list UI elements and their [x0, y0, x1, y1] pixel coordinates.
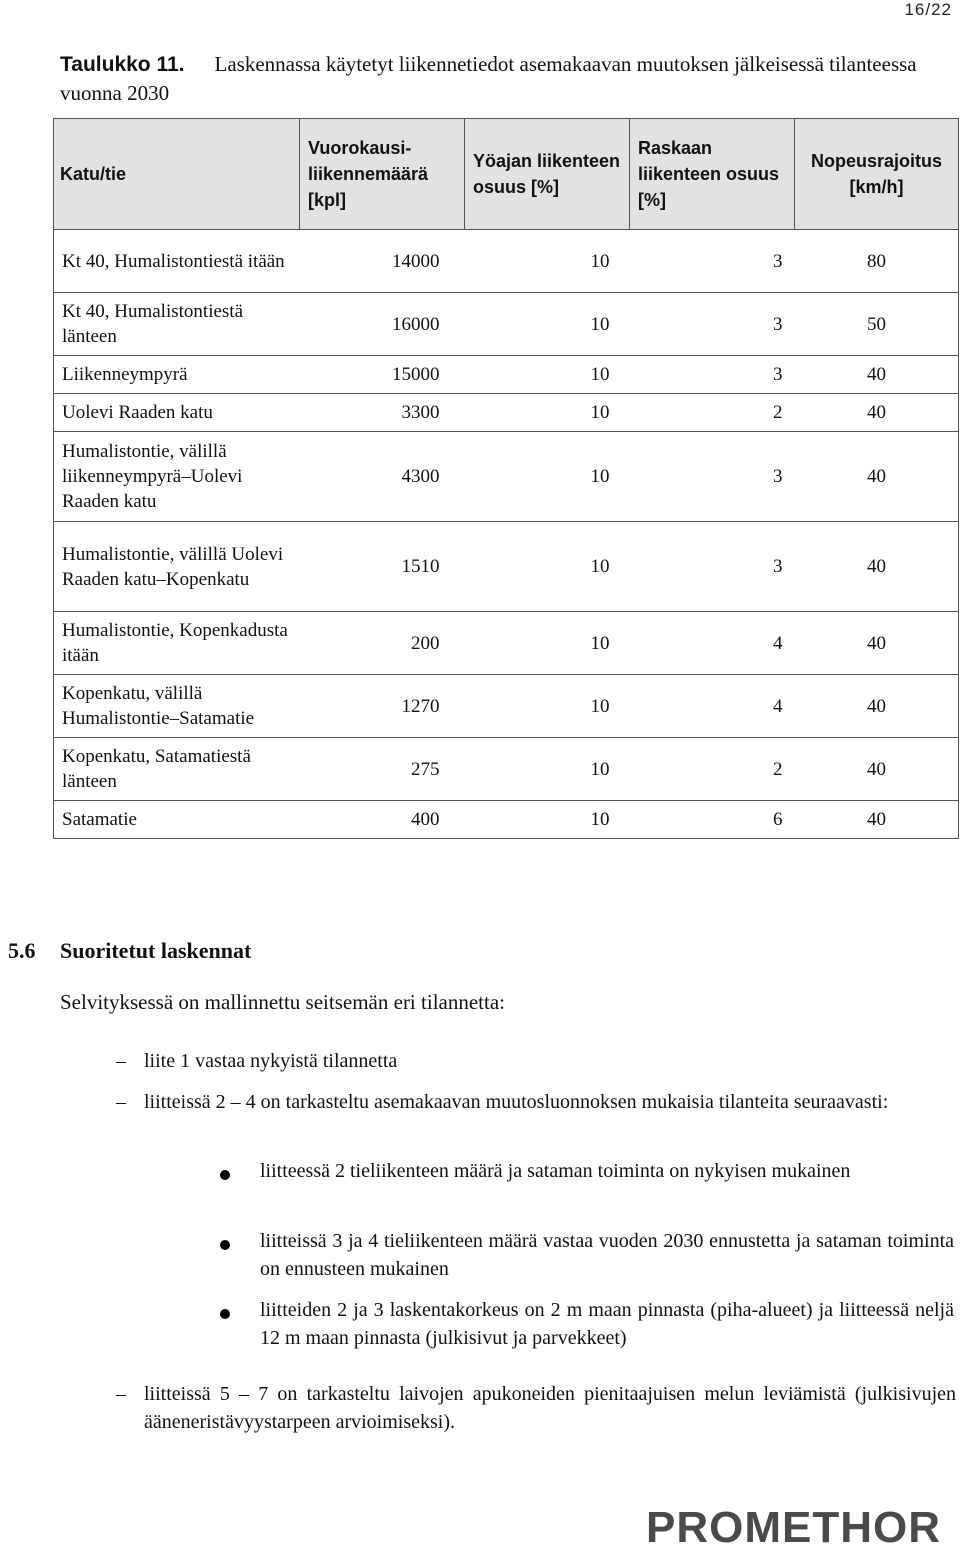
table-body — [54, 230, 959, 839]
traffic-data-table — [53, 118, 959, 839]
cell-street-name: Kopenkatu, välillä Humalistontie–Satamatie — [54, 675, 300, 738]
header-night-share: Yöajan liikenteen osuus [%] — [465, 119, 630, 230]
cell-night-share: 10 — [465, 675, 630, 738]
cell-street-name: Kt 40, Humalistontiestä länteen — [54, 293, 300, 356]
cell-street-name: Humalistontie, Kopenkadusta itään — [54, 612, 300, 675]
cell-speed-limit: 80 — [795, 230, 959, 293]
cell-speed-limit: 40 — [795, 432, 959, 522]
cell-speed-limit: 40 — [795, 356, 959, 394]
table-caption-label: Taulukko 11. — [60, 53, 185, 76]
cell-heavy-share: 3 — [630, 356, 795, 394]
cell-daily-traffic: 1270 — [300, 675, 465, 738]
bullet-item-text: liitteiden 2 ja 3 laskentakorkeus on 2 m maan pinnasta (piha-alueet) ja liitteessä neljä 12 m maan pinnasta (julkisivut ja parvekkeet) — [260, 1299, 954, 1349]
cell-night-share: 10 — [465, 738, 630, 801]
cell-heavy-share: 2 — [630, 738, 795, 801]
table-row — [54, 738, 959, 801]
dash-icon: – — [116, 1050, 126, 1072]
cell-daily-traffic: 15000 — [300, 356, 465, 394]
list-item — [116, 1047, 956, 1075]
table-row — [54, 230, 959, 293]
cell-speed-limit: 40 — [795, 394, 959, 432]
cell-street-name: Liikenneympyrä — [54, 356, 300, 394]
cell-heavy-share: 3 — [630, 293, 795, 356]
list-item — [116, 1088, 956, 1116]
cell-night-share: 10 — [465, 612, 630, 675]
cell-speed-limit: 40 — [795, 801, 959, 839]
cell-speed-limit: 40 — [795, 522, 959, 612]
dash-icon: – — [116, 1091, 126, 1113]
bullet-icon — [220, 1309, 230, 1319]
promethor-logo — [646, 1500, 956, 1550]
cell-daily-traffic: 4300 — [300, 432, 465, 522]
header-street: Katu/tie — [54, 119, 300, 230]
cell-daily-traffic: 1510 — [300, 522, 465, 612]
header-heavy-share: Raskaan liikenteen osuus [%] — [630, 119, 795, 230]
cell-night-share: 10 — [465, 293, 630, 356]
header-speed-limit: Nopeusrajoitus [km/h] — [795, 119, 959, 230]
section-number: 5.6 — [8, 938, 36, 963]
list-item-text: liitteissä 2 – 4 on tarkasteltu asemakaavan muutosluonnoksen mukaisia tilanteita seuraavasti: — [144, 1091, 889, 1113]
cell-night-share: 10 — [465, 394, 630, 432]
cell-street-name: Satamatie — [54, 801, 300, 839]
page-number: 16/22 — [904, 0, 952, 19]
list-item-text: liitteissä 5 – 7 on tarkasteltu laivojen apukoneiden pienitaajuisen melun leviämistä (julkisivujen ääneneristävyystarpeen arvioimiseksi). — [144, 1383, 956, 1433]
bullet-item-text: liitteessä 2 tieliikenteen määrä ja sataman toiminta on nykyisen mukainen — [260, 1160, 851, 1182]
cell-daily-traffic: 3300 — [300, 394, 465, 432]
cell-speed-limit: 40 — [795, 675, 959, 738]
cell-street-name: Kopenkatu, Satamatiestä länteen — [54, 738, 300, 801]
cell-speed-limit: 40 — [795, 612, 959, 675]
cell-night-share: 10 — [465, 522, 630, 612]
bullet-icon — [220, 1170, 230, 1180]
list-item-text: liite 1 vastaa nykyistä tilannetta — [144, 1050, 398, 1072]
bullet-item — [228, 1157, 954, 1185]
table-header-row — [54, 119, 959, 230]
cell-heavy-share: 3 — [630, 230, 795, 293]
cell-night-share: 10 — [465, 230, 630, 293]
dash-icon: – — [116, 1383, 126, 1405]
cell-heavy-share: 3 — [630, 432, 795, 522]
cell-street-name: Humalistontie, välillä liikenneympyrä–Uolevi Raaden katu — [54, 432, 300, 522]
cell-heavy-share: 4 — [630, 612, 795, 675]
cell-heavy-share: 6 — [630, 801, 795, 839]
list-item — [116, 1380, 956, 1436]
cell-night-share: 10 — [465, 356, 630, 394]
bullet-item — [228, 1227, 954, 1283]
table-row — [54, 432, 959, 522]
section-intro: Selvityksessä on mallinnettu seitsemän eri tilannetta: — [60, 990, 505, 1014]
cell-street-name: Uolevi Raaden katu — [54, 394, 300, 432]
cell-daily-traffic: 400 — [300, 801, 465, 839]
cell-heavy-share: 4 — [630, 675, 795, 738]
header-daily-traffic: Vuorokausi-liikennemäärä [kpl] — [300, 119, 465, 230]
cell-heavy-share: 2 — [630, 394, 795, 432]
cell-speed-limit: 40 — [795, 738, 959, 801]
cell-night-share: 10 — [465, 801, 630, 839]
section-title: Suoritetut laskennat — [60, 938, 252, 963]
cell-night-share: 10 — [465, 432, 630, 522]
table-row — [54, 801, 959, 839]
cell-heavy-share: 3 — [630, 522, 795, 612]
logo-text: PROMETHOR — [646, 1503, 941, 1550]
cell-daily-traffic: 200 — [300, 612, 465, 675]
bullet-item-text: liitteissä 3 ja 4 tieliikenteen määrä vastaa vuoden 2030 ennustetta ja sataman toiminta on ennusteen mukainen — [260, 1230, 954, 1280]
section-heading — [8, 938, 251, 964]
cell-daily-traffic: 14000 — [300, 230, 465, 293]
table-row — [54, 522, 959, 612]
bullet-icon — [220, 1240, 230, 1250]
table-row — [54, 675, 959, 738]
table-caption-text: Laskennassa käytetyt liikennetiedot asemakaavan muutoksen jälkeisessä tilanteessa vuonna 2030 — [60, 52, 917, 105]
cell-street-name: Kt 40, Humalistontiestä itään — [54, 230, 300, 293]
cell-daily-traffic: 275 — [300, 738, 465, 801]
table-row — [54, 356, 959, 394]
table-row — [54, 394, 959, 432]
cell-daily-traffic: 16000 — [300, 293, 465, 356]
bullet-item — [228, 1296, 954, 1352]
table-row — [54, 293, 959, 356]
cell-street-name: Humalistontie, välillä Uolevi Raaden katu–Kopenkatu — [54, 522, 300, 612]
table-row — [54, 612, 959, 675]
table-caption — [60, 50, 960, 107]
cell-speed-limit: 50 — [795, 293, 959, 356]
